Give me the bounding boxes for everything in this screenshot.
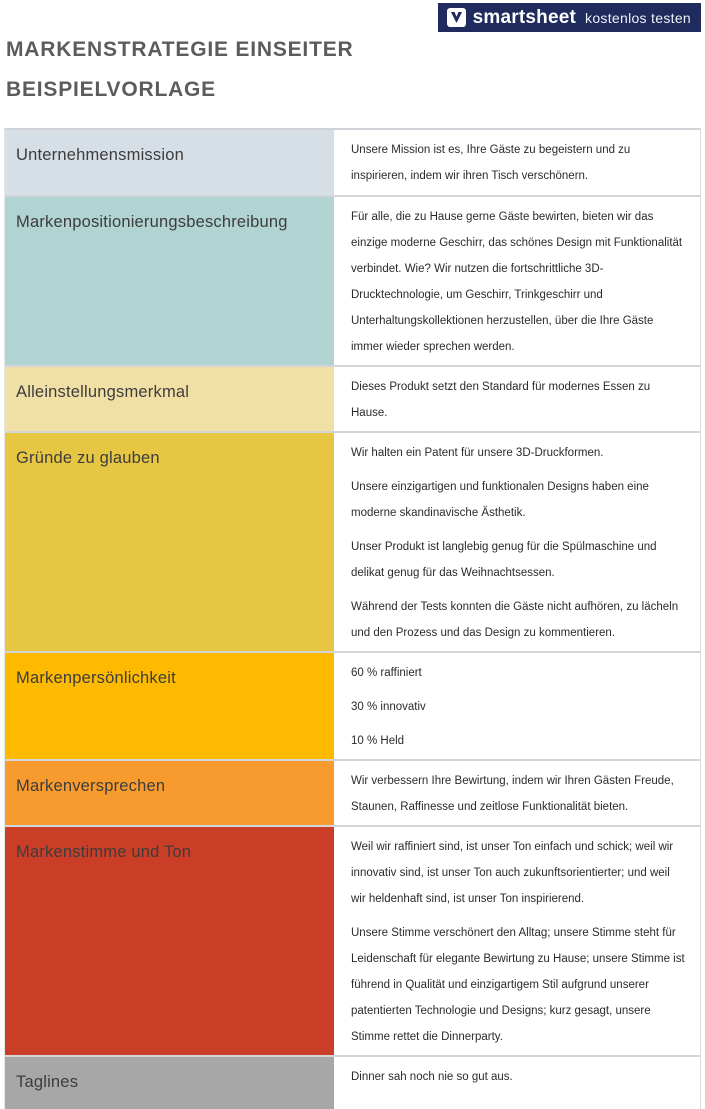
row-label: Markenpersönlichkeit [5, 653, 339, 759]
paragraph: Während der Tests konnten die Gäste nicht aufhören, zu lächeln und den Prozess und das Design zu kommentieren. [351, 601, 679, 639]
table-row-gruende-zu-glauben [5, 433, 700, 653]
paragraph: Wir halten ein Patent für unsere 3D-Druckformen. [351, 447, 604, 459]
paragraph: Wir verbessern Ihre Bewirtung, indem wir Ihren Gästen Freude, Staunen, Raffinesse und zeitlose Funktionalität bieten. [351, 775, 674, 813]
row-content [339, 130, 700, 195]
row-content [339, 761, 700, 825]
table-row-markenpersoenlichkeit [5, 653, 700, 761]
page-title-line1: MARKENSTRATEGIE EINSEITER [6, 38, 354, 61]
row-label: Markenversprechen [5, 761, 339, 825]
paragraph: 10 % Held [351, 735, 405, 747]
row-content [339, 827, 700, 1055]
paragraph: Unsere Mission ist es, Ihre Gäste zu begeistern und zu inspirieren, indem wir ihren Tisch verschönern. [351, 144, 631, 182]
row-label: Alleinstellungsmerkmal [5, 367, 339, 431]
row-content [339, 1057, 700, 1109]
paragraph: Weil wir raffiniert sind, ist unser Ton einfach und schick; weil wir innovativ sind, ist unser Ton auch zukunftsorientierter; und weil wir heldenhaft sind, ist unser Ton inspirierend. [351, 841, 674, 905]
row-content [339, 433, 700, 651]
paragraph: 60 % raffiniert [351, 667, 422, 679]
table-row-unternehmensmission [5, 130, 700, 197]
brand-strategy-table [4, 128, 701, 1109]
table-row-taglines [5, 1057, 700, 1109]
row-label: Unternehmensmission [5, 130, 339, 195]
page-header [0, 0, 705, 128]
table-row-markenversprechen [5, 761, 700, 827]
paragraph: Unser Produkt ist langlebig genug für die Spülmaschine und delikat genug für das Weihnachtsessen. [351, 541, 657, 579]
paragraph: Unsere einzigartigen und funktionalen Designs haben eine moderne skandinavische Ästhetik. [351, 481, 649, 519]
paragraph: 30 % innovativ [351, 701, 426, 713]
paragraph: Unsere Stimme verschönert den Alltag; unsere Stimme steht für Leidenschaft für elegante Bewirtung zu Hause; unsere Stimme ist führend in Qualität und einzigartigem Stil aufgrund unserer patentierten Technologie und Designs; kurz gesagt, unsere Stimme rettet die Dinnerparty. [351, 927, 685, 1043]
free-trial-link[interactable]: kostenlos testen [585, 9, 691, 26]
row-content [339, 653, 700, 759]
row-label: Taglines [5, 1057, 339, 1109]
table-row-markenstimme-und-ton [5, 827, 700, 1057]
row-content [339, 197, 700, 365]
row-label: Gründe zu glauben [5, 433, 339, 651]
table-row-markenpositionierung [5, 197, 700, 367]
smartsheet-logo-text[interactable]: smartsheet [472, 7, 577, 28]
table-row-alleinstellungsmerkmal [5, 367, 700, 433]
paragraph: Für alle, die zu Hause gerne Gäste bewirten, bieten wir das einzige moderne Geschirr, das schönes Design mit Funktionalität verbindet. Wie? Wir nutzen die fortschrittliche 3D-Drucktechnologie, um Geschirr, Trinkgeschirr und Unterhaltungskollektionen herzustellen, über die Ihre Gäste immer wieder sprechen werden. [351, 211, 683, 353]
paragraph: Dinner sah noch nie so gut aus. [351, 1071, 513, 1083]
page-title-line2: BEISPIELVORLAGE [6, 78, 216, 101]
smartsheet-logo-icon [447, 8, 466, 27]
row-label: Markenpositionierungsbeschreibung [5, 197, 339, 365]
paragraph: Dieses Produkt setzt den Standard für modernes Essen zu Hause. [351, 381, 651, 419]
smartsheet-banner[interactable] [438, 3, 701, 32]
row-label: Markenstimme und Ton [5, 827, 339, 1055]
row-content [339, 367, 700, 431]
